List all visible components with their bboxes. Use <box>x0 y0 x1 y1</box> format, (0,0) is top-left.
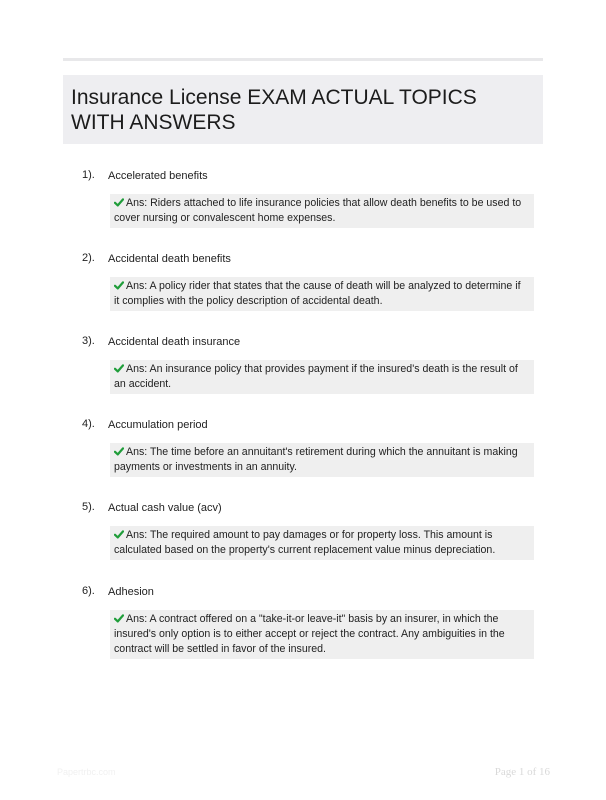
question-term: Adhesion <box>108 586 154 598</box>
check-icon <box>114 530 124 539</box>
answer-text: Ans: The required amount to pay damages or for property loss. This amount is calculated based on the property's current replacement value minus depreciation. <box>114 529 496 556</box>
question-number: 3). <box>82 335 95 347</box>
question-number: 6). <box>82 585 95 597</box>
check-icon <box>114 198 124 207</box>
question-term: Accelerated benefits <box>108 170 208 182</box>
answer-text: Ans: The time before an annuitant's retirement during which the annuitant is making payments or investments in an annuity. <box>114 446 518 473</box>
check-icon <box>114 281 124 290</box>
question-number: 4). <box>82 418 95 430</box>
question-term: Accidental death insurance <box>108 336 241 348</box>
answer-text: Ans: An insurance policy that provides payment if the insured's death is the result of an accident. <box>114 363 518 390</box>
check-icon <box>114 364 124 373</box>
answer-box <box>110 610 534 659</box>
answer-box <box>110 194 534 228</box>
answer-box <box>110 526 534 560</box>
answer-text: Ans: Riders attached to life insurance policies that allow death benefits to be used to cover nursing or convalescent home expenses. <box>114 197 522 224</box>
question-term: Accidental death benefits <box>108 253 231 265</box>
question-number: 2). <box>82 252 95 264</box>
page-number: Page 1 of 16 <box>494 766 550 778</box>
answer-box <box>110 443 534 477</box>
answer-box <box>110 277 534 311</box>
check-icon <box>114 614 124 623</box>
question-number: 1). <box>82 169 95 181</box>
top-divider <box>63 58 543 61</box>
answer-box <box>110 360 534 394</box>
question-term: Accumulation period <box>108 419 208 431</box>
question-term: Actual cash value (acv) <box>108 502 222 514</box>
question-number: 5). <box>82 501 95 513</box>
answer-text: Ans: A contract offered on a "take-it-or leave-it" basis by an insurer, in which the insured's only option is to either accept or reject the contract. Any ambiguities in the contract will be settled in favor of the insured. <box>114 613 505 655</box>
footer-watermark: Papertrbc.com <box>57 767 116 777</box>
answer-text: Ans: A policy rider that states that the cause of death will be analyzed to determine if it complies with the policy description of accidental death. <box>114 280 521 307</box>
title-banner <box>63 75 543 144</box>
check-icon <box>114 447 124 456</box>
page-title: Insurance License EXAM ACTUAL TOPICS WITH ANSWERS <box>71 86 477 134</box>
